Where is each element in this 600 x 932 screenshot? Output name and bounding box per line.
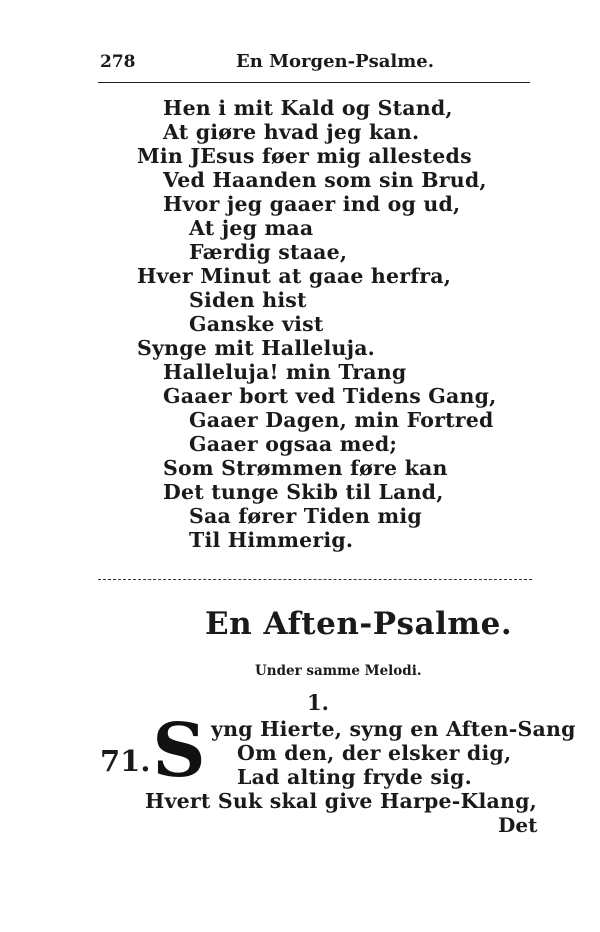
melody-note: Under samme Melodi. (255, 663, 422, 679)
catchword: Det (498, 813, 538, 837)
verse-line: Ved Haanden som sin Brud, (163, 168, 487, 192)
verse-line: Saa fører Tiden mig (189, 504, 422, 528)
page-number: 278 (100, 52, 136, 72)
drop-cap-letter: S (152, 708, 206, 794)
verse-line: Synge mit Halleluja. (137, 336, 376, 360)
hymn-number: 71. (100, 744, 151, 778)
verse-line: Siden hist (189, 288, 307, 312)
verse-line: At jeg maa (189, 216, 314, 240)
verse-line: Gaaer Dagen, min Fortred (189, 408, 494, 432)
verse-line: Halleluja! min Trang (163, 360, 407, 384)
verse-line: Ganske vist (189, 312, 324, 336)
verse-line: Som Strømmen føre kan (163, 456, 448, 480)
verse-line: Lad alting fryde sig. (237, 765, 472, 789)
verse-line: Gaaer ogsaa med; (189, 432, 398, 456)
evening-psalm-title: En Aften-Psalme. (205, 606, 513, 642)
verse-line: Om den, der elsker dig, (237, 741, 512, 765)
verse-line: Det tunge Skib til Land, (163, 480, 444, 504)
header-rule (98, 82, 530, 83)
verse-line: Hver Minut at gaae herfra, (137, 264, 452, 288)
verse-line: Gaaer bort ved Tidens Gang, (163, 384, 497, 408)
verse-line: Færdig staae, (189, 240, 348, 264)
drop-cap-initial (148, 708, 210, 794)
verse-line: Hvert Suk skal give Harpe-Klang, (145, 789, 537, 813)
running-title: En Morgen-Psalme. (236, 51, 435, 72)
verse-line: At giøre hvad jeg kan. (163, 120, 420, 144)
verse-line: Hvor jeg gaaer ind og ud, (163, 192, 461, 216)
section-separator (98, 579, 532, 580)
verse-line: Til Himmerig. (189, 528, 354, 552)
verse-line: Min JEsus føer mig allesteds (137, 144, 472, 168)
verse-line: yng Hierte, syng en Aften-Sang (211, 717, 576, 741)
verse-line: Hen i mit Kald og Stand, (163, 96, 453, 120)
stanza-number: 1. (307, 690, 329, 715)
